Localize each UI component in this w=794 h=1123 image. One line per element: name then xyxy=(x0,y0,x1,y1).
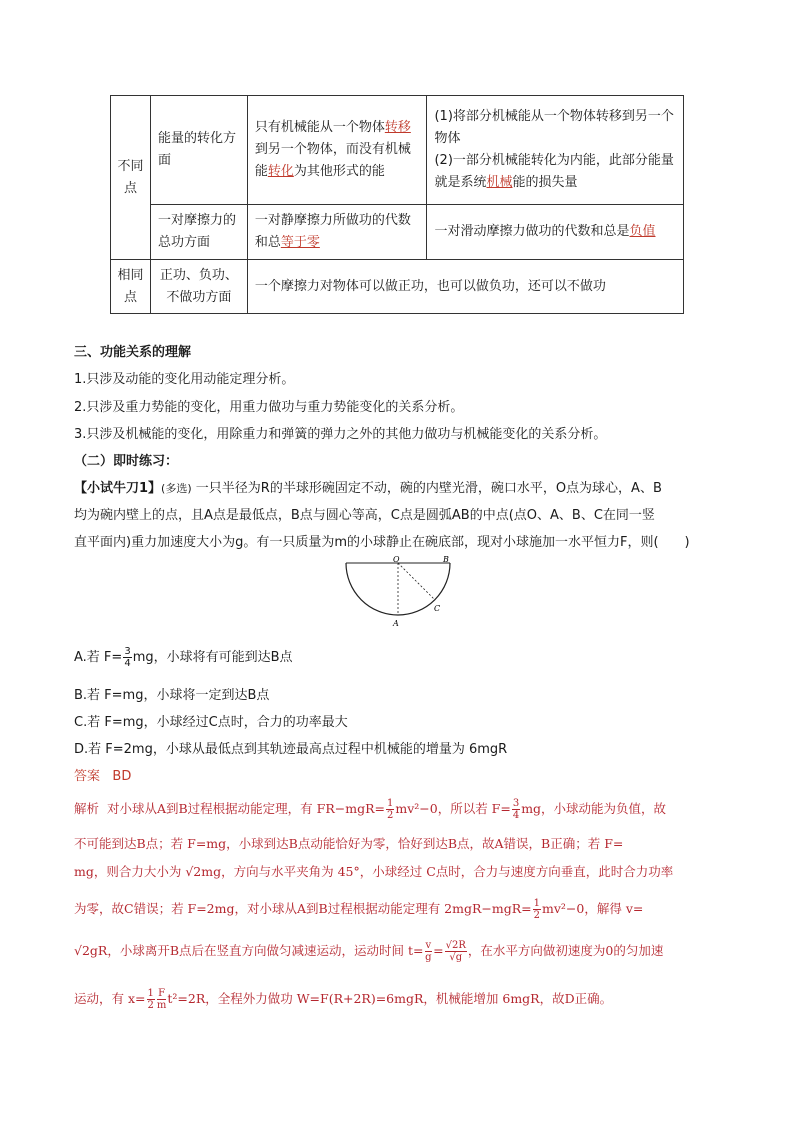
analysis-line1: 解析 对小球从A到B过程根据动能定理，有 FR−mgR= $\frac{1}{2}$ mv²−0，所以若 F= $\frac{3}{4}$ mg，小球动能为负值，故 xyxy=(74,798,667,821)
row1-kinetic: (1)将部分机械能从一个物体转移到另一个物体 (2)一部分机械能转化为内能，此部分能量就是系统机械能的损失量 xyxy=(427,96,684,205)
problem-stem-line2: 均为碗内壁上的点，且A点是最低点，B点与圆心等高，C点是圆弧AB的中点(点O、A、B、C在同一竖 xyxy=(74,508,655,523)
problem-stem-line1: 【小试牛刀1】(多选) 一只半径为R的半球形碗固定不动，碗的内壁光滑，碗口水平，O点为球心，A、B xyxy=(74,481,662,496)
table-row xyxy=(111,96,684,205)
option-a: A.若 F= $\frac{3}{4}$ mg，小球将有可能到达B点 xyxy=(74,646,293,669)
row2-kinetic: 一对滑动摩擦力做功的代数和总是负值 xyxy=(427,205,684,260)
same-header-cell: 相同点 xyxy=(111,260,151,314)
answer-label: 答案 xyxy=(74,769,101,784)
label-a: A xyxy=(393,619,399,628)
practice-heading: （二）即时练习： xyxy=(74,454,179,469)
label-b: B xyxy=(443,556,449,564)
row3-aspect: 正功、负功、不做功方面 xyxy=(150,260,247,314)
row1-aspect: 能量的转化方面 xyxy=(150,96,247,205)
section-heading: 三、功能关系的理解 xyxy=(74,345,192,360)
list-item: 2.只涉及重力势能的变化，用重力做功与重力势能变化的关系分析。 xyxy=(74,400,464,415)
option-b: B.若 F=mg，小球将一定到达B点 xyxy=(74,688,270,703)
option-d: D.若 F=2mg，小球从最低点到其轨迹最高点过程中机械能的增量为 6mgR xyxy=(74,742,508,757)
label-o: O xyxy=(393,556,400,564)
row2-aspect: 一对摩擦力的总功方面 xyxy=(150,205,247,260)
table-row xyxy=(111,260,684,314)
list-item: 1.只涉及动能的变化用动能定理分析。 xyxy=(74,372,295,387)
bowl-figure xyxy=(336,556,462,632)
table-row xyxy=(111,205,684,260)
analysis-line2: 不可能到达B点；若 F=mg，小球到达B点动能恰好为零，恰好到达B点，故A错误，B正确；若 F= xyxy=(74,836,624,851)
analysis-line6: 运动，有 x= $\frac{1}{2}$ $\frac{F}{m}$ t²=2R，全程外力做功 W=F(R+2R)=6mgR，机械能增加 6mgR，故D正确。 xyxy=(74,988,613,1011)
radius-oc xyxy=(398,563,435,600)
option-c: C.若 F=mg，小球经过C点时，合力的功率最大 xyxy=(74,715,348,730)
analysis-line3: mg，则合力大小为 √2mg，方向与水平夹角为 45°，小球经过 C点时，合力与速度方向垂直，此时合力功率 xyxy=(74,864,674,879)
analysis-line5: √2gR，小球离开B点后在竖直方向做匀减速运动，运动时间 t= $\frac{v}{g}$ = $\frac{√2R}{√g}$ ，在水平方向做初速度为0的匀加速 xyxy=(74,940,664,963)
analysis-label: 解析 xyxy=(74,801,100,816)
problem-tag: 【小试牛刀1】 xyxy=(74,481,162,496)
row2-static: 一对静摩擦力所做功的代数和总等于零 xyxy=(247,205,427,260)
label-c: C xyxy=(434,604,441,613)
answer-line xyxy=(74,765,131,784)
row3-content: 一个摩擦力对物体可以做正功，也可以做负功，还可以不做功 xyxy=(247,260,683,314)
diff-header-cell: 不同点 xyxy=(111,96,151,260)
problem-stem-line3: 直平面内)重力加速度大小为g。有一只质量为m的小球静止在碗底部，现对小球施加一水平恒力F，则( ) xyxy=(74,535,690,550)
row1-static: 只有机械能从一个物体转移到另一个物体，而没有机械能转化为其他形式的能 xyxy=(247,96,427,205)
answer-value: BD xyxy=(112,769,132,784)
analysis-line4: 为零，故C错误；若 F=2mg，对小球从A到B过程根据动能定理有 2mgR−mgR= $\frac{1}{2}$ mv²−0，解得 v= xyxy=(74,898,644,921)
list-item: 3.只涉及机械能的变化，用除重力和弹簧的弹力之外的其他力做功与机械能变化的关系分析。 xyxy=(74,427,607,442)
comparison-table xyxy=(110,95,684,314)
